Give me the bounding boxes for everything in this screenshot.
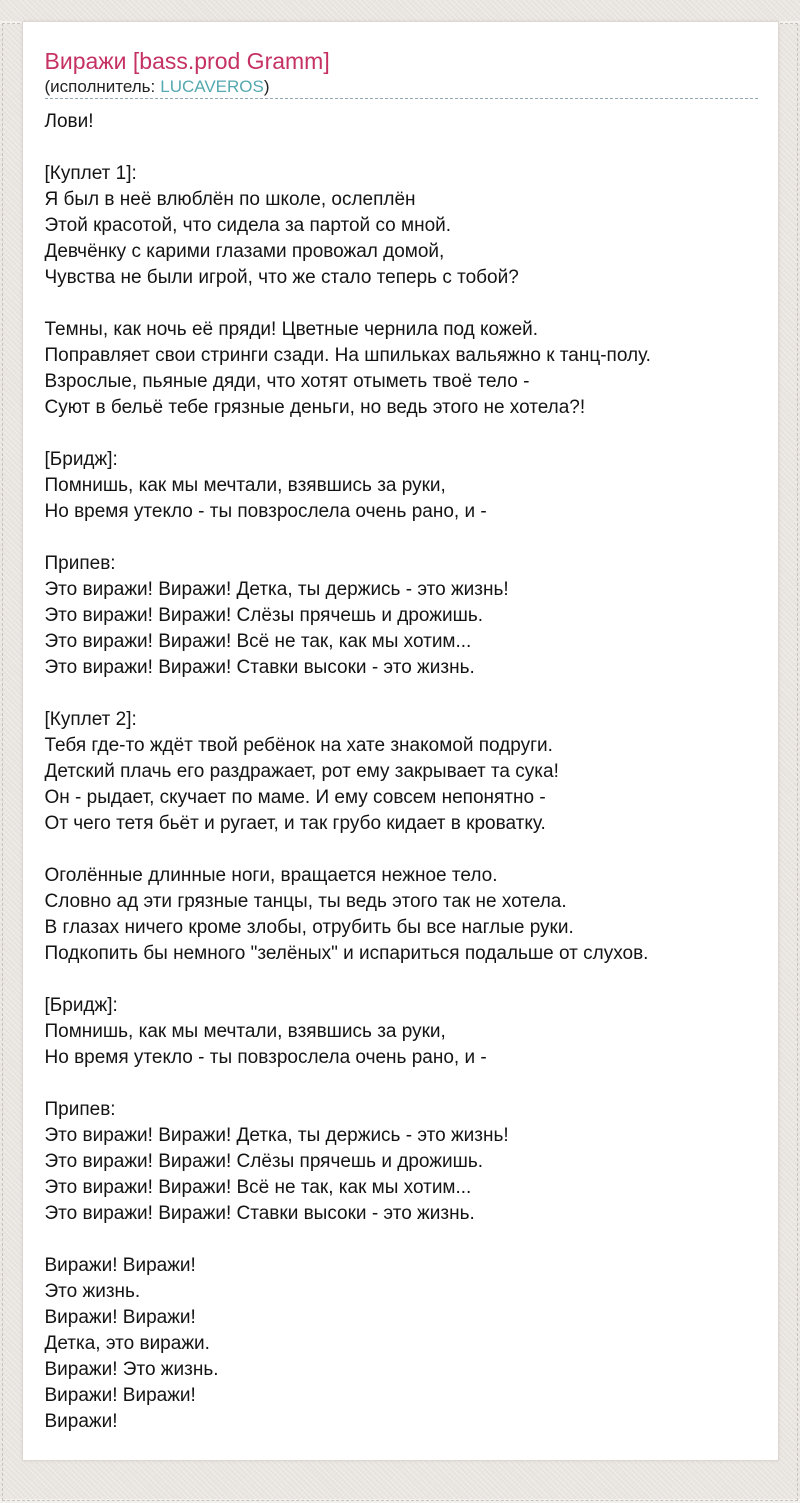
lyric-line: Виражи! Виражи! (44, 1385, 196, 1406)
dotted-separator (45, 98, 758, 99)
lyric-line: Но время утекло - ты повзрослела очень рано, и - (44, 501, 487, 522)
lyric-line: Это виражи! Виражи! Всё не так, как мы хотим... (44, 631, 472, 652)
lyric-line: Лови! (44, 111, 94, 132)
lyric-line (45, 1227, 758, 1253)
lyric-line: Припев: (44, 1099, 116, 1120)
lyric-line: Виражи! Это жизнь. (44, 1359, 219, 1380)
lyric-line: Детский плачь его раздражает, рот ему закрывает та сука! (44, 761, 559, 782)
artist-label: (исполнитель: (44, 77, 156, 96)
lyric-line: Оголённые длинные ноги, вращается нежное тело. (44, 865, 498, 886)
lyric-line (45, 1071, 758, 1097)
lyrics-text (45, 109, 758, 1435)
lyric-line: Это виражи! Виражи! Всё не так, как мы хотим... (44, 1177, 472, 1198)
lyrics-card (22, 21, 779, 1461)
lyric-line: Но время утекло - ты повзрослела очень рано, и - (44, 1047, 487, 1068)
lyric-line: Я был в неё влюблён по школе, ослеплён (44, 189, 416, 210)
lyric-line: Детка, это виражи. (44, 1333, 210, 1354)
lyric-line: Это виражи! Виражи! Слёзы прячешь и дрожишь. (44, 1151, 483, 1172)
lyric-line: Помнишь, как мы мечтали, взявшись за руки, (44, 475, 446, 496)
song-title: Виражи [bass.prod Gramm] (44, 48, 330, 74)
lyric-line (45, 837, 758, 863)
lyric-line: Это виражи! Виражи! Слёзы прячешь и дрожишь. (44, 605, 483, 626)
page-bottom-strip (0, 1499, 800, 1503)
lyric-line: Темны, как ночь её пряди! Цветные чернила под кожей. (44, 319, 539, 340)
artist-line-suffix: ) (263, 77, 270, 96)
artist-line (45, 77, 758, 97)
lyric-line: Суют в бельё тебе грязные деньги, но ведь этого не хотела?! (44, 397, 586, 418)
lyric-line: Это жизнь. (44, 1281, 141, 1302)
lyric-line: [Куплет 1]: (44, 163, 137, 184)
lyric-line: Виражи! Виражи! (44, 1255, 196, 1276)
lyric-line: Тебя где-то ждёт твой ребёнок на хате знакомой подруги. (44, 735, 553, 756)
lyric-line: От чего тетя бьёт и ругает, и так грубо кидает в кроватку. (44, 813, 546, 834)
lyric-line (45, 421, 758, 447)
lyric-line: Словно ад эти грязные танцы, ты ведь этого так не хотела. (44, 891, 567, 912)
lyric-line: Виражи! (44, 1411, 118, 1432)
lyric-line: Помнишь, как мы мечтали, взявшись за руки, (44, 1021, 446, 1042)
lyric-line (45, 967, 758, 993)
lyric-line: Припев: (44, 553, 116, 574)
lyric-line: [Бридж]: (44, 995, 118, 1016)
lyric-line: В глазах ничего кроме злобы, отрубить бы все наглые руки. (44, 917, 574, 938)
lyric-line: Он - рыдает, скучает по маме. И ему совсем непонятно - (44, 787, 546, 808)
lyric-line: [Бридж]: (44, 449, 118, 470)
lyric-line (45, 135, 758, 161)
lyric-line: Девчёнку с карими глазами провожал домой, (44, 241, 445, 262)
lyric-line: Этой красотой, что сидела за партой со мной. (44, 215, 452, 236)
lyric-line: Поправляет свои стринги сзади. На шпильках вальяжно к танц-полу. (44, 345, 651, 366)
lyric-line: Взрослые, пьяные дяди, что хотят отыметь твоё тело - (44, 371, 530, 392)
lyric-line (45, 291, 758, 317)
lyric-line: [Куплет 2]: (44, 709, 137, 730)
lyric-line: Это виражи! Виражи! Ставки высоки - это жизнь. (44, 657, 475, 678)
lyric-line (45, 681, 758, 707)
lyric-line: Это виражи! Виражи! Ставки высоки - это жизнь. (44, 1203, 475, 1224)
lyric-line (45, 525, 758, 551)
lyric-line: Чувства не были игрой, что же стало теперь с тобой? (44, 267, 519, 288)
lyric-line: Подкопить бы немного "зелёных" и испариться подальше от слухов. (44, 943, 649, 964)
lyric-line: Виражи! Виражи! (44, 1307, 196, 1328)
lyric-line: Это виражи! Виражи! Детка, ты держись - это жизнь! (44, 579, 509, 600)
artist-link[interactable]: LUCAVEROS (160, 77, 264, 96)
lyric-line: Это виражи! Виражи! Детка, ты держись - это жизнь! (44, 1125, 509, 1146)
